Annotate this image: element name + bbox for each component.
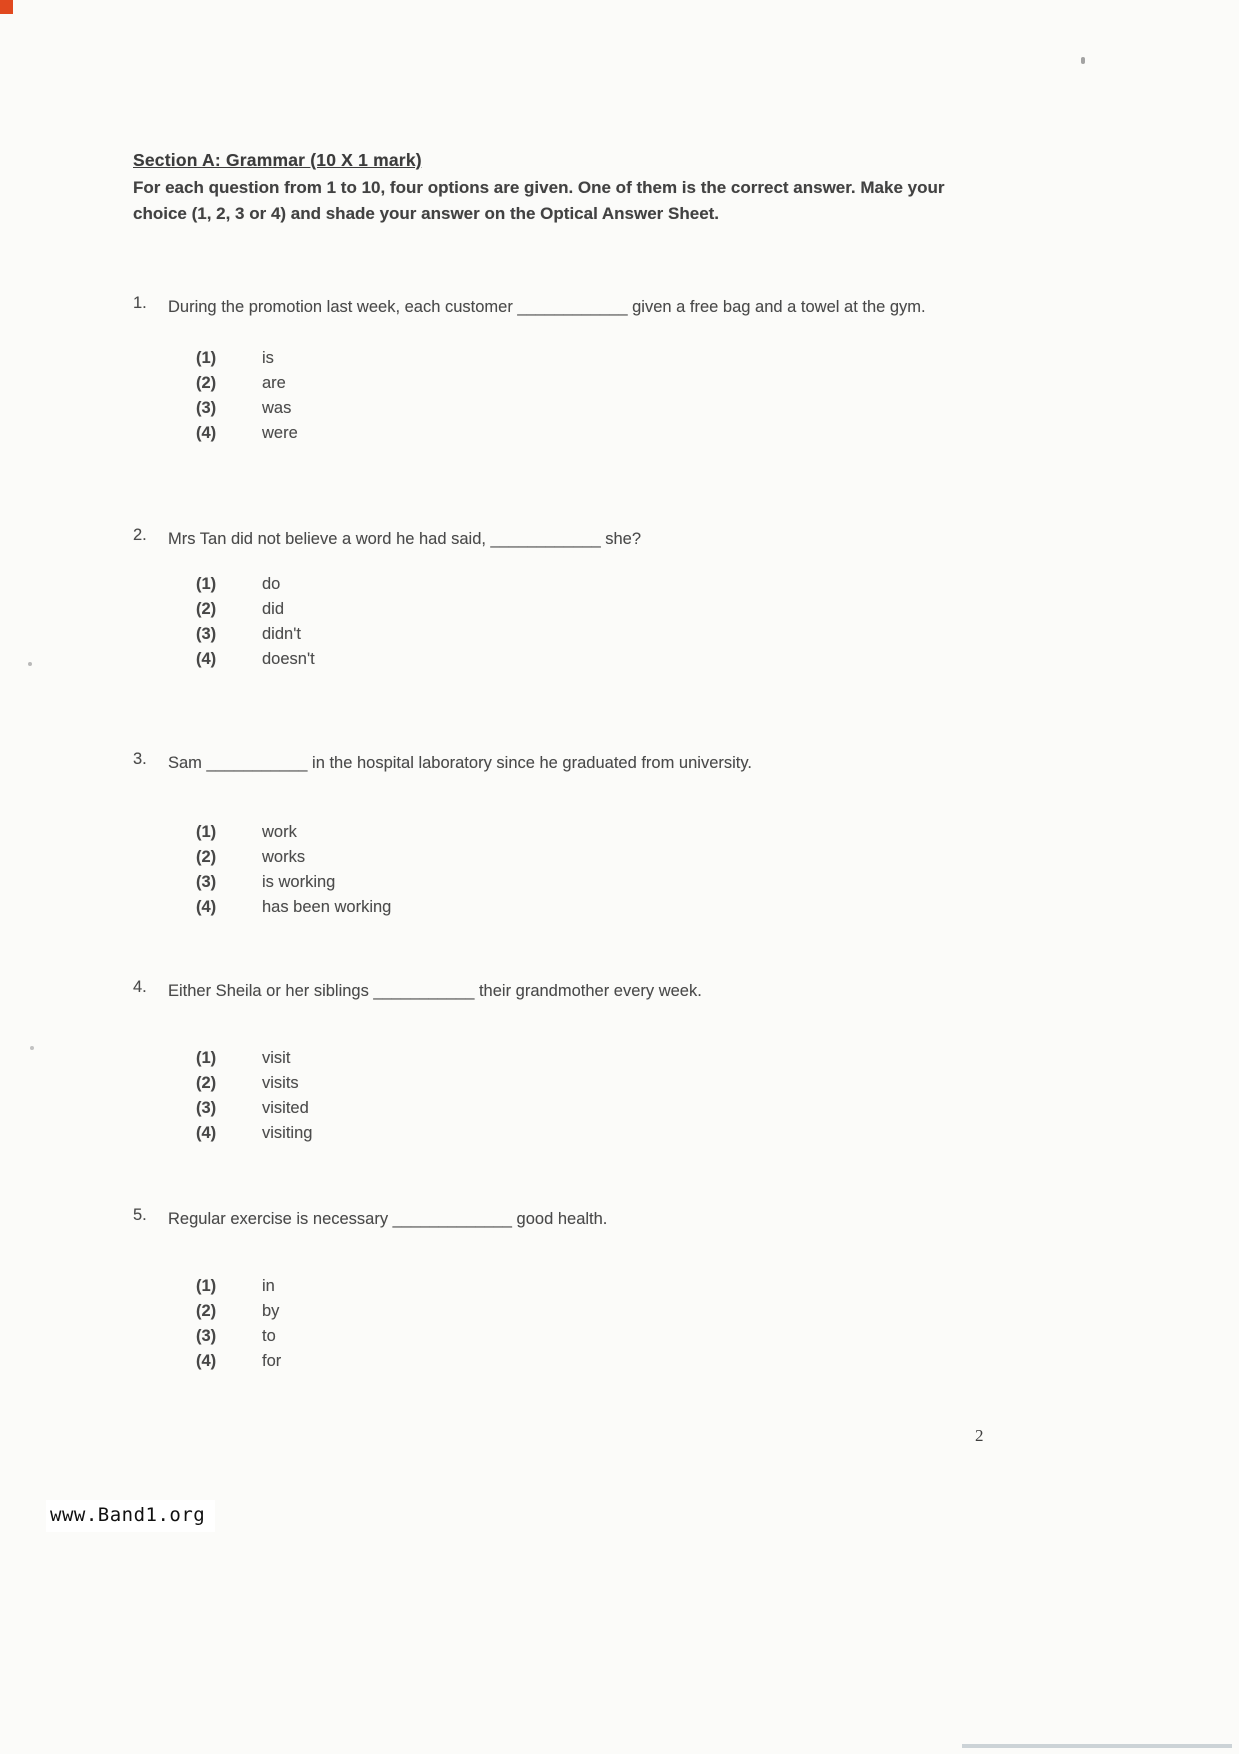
option-text: was [262, 399, 292, 417]
options-list [196, 346, 993, 446]
scan-speck-left [30, 1046, 34, 1050]
option-row [196, 1096, 993, 1121]
question-text: Mrs Tan did not believe a word he had said, ____________ she? [168, 530, 642, 548]
option-row [196, 371, 993, 396]
option-row [196, 1299, 993, 1324]
scan-speck-left [28, 662, 32, 666]
option-row [196, 1324, 993, 1349]
option-row [196, 597, 993, 622]
option-text: visited [262, 1099, 309, 1117]
option-label: (1) [196, 1277, 217, 1295]
option-label: (4) [196, 898, 217, 916]
option-row [196, 346, 993, 371]
question-2 [133, 526, 993, 672]
option-text: are [262, 374, 286, 392]
section-header [133, 150, 953, 227]
option-text: do [262, 575, 281, 593]
question-text: During the promotion last week, each customer ____________ given a free bag and a towel at the gym. [168, 298, 926, 316]
section-instructions: For each question from 1 to 10, four options are given. One of them is the correct answer. Make your choice (1, 2, 3 or 4) and shade your answer on the Optical Answer Sheet. [133, 178, 945, 223]
option-row [196, 421, 993, 446]
section-title: Section A: Grammar (10 X 1 mark) [133, 150, 422, 170]
option-row [196, 845, 993, 870]
question-4 [133, 978, 993, 1146]
question-number: 5. [133, 1206, 147, 1224]
option-label: (2) [196, 1074, 217, 1092]
option-text: for [262, 1352, 282, 1370]
option-label: (2) [196, 600, 217, 618]
option-text: in [262, 1277, 275, 1295]
option-row [196, 622, 993, 647]
options-list [196, 1274, 993, 1374]
option-row [196, 1121, 993, 1146]
footer-line [962, 1744, 1232, 1748]
option-row [196, 396, 993, 421]
watermark: www.Band1.org [46, 1500, 215, 1532]
option-label: (1) [196, 575, 217, 593]
scan-corner-artifact [0, 0, 13, 14]
options-list [196, 572, 993, 672]
question-text: Either Sheila or her siblings ___________ their grandmother every week. [168, 982, 702, 1000]
option-label: (4) [196, 424, 217, 442]
option-row [196, 870, 993, 895]
option-row [196, 647, 993, 672]
option-text: work [262, 823, 297, 841]
option-text: has been working [262, 898, 392, 916]
option-text: to [262, 1327, 276, 1345]
question-5 [133, 1206, 993, 1374]
question-number: 3. [133, 750, 147, 768]
option-label: (4) [196, 1124, 217, 1142]
option-text: is [262, 349, 274, 367]
option-text: didn't [262, 625, 301, 643]
question-number: 1. [133, 294, 147, 312]
question-text: Regular exercise is necessary _____________ good health. [168, 1210, 608, 1228]
option-label: (2) [196, 848, 217, 866]
option-label: (1) [196, 1049, 217, 1067]
option-label: (4) [196, 1352, 217, 1370]
option-text: doesn't [262, 650, 315, 668]
option-text: visit [262, 1049, 291, 1067]
options-list [196, 820, 993, 920]
question-number: 2. [133, 526, 147, 544]
option-label: (3) [196, 625, 217, 643]
question-text: Sam ___________ in the hospital laboratory since he graduated from university. [168, 754, 752, 772]
option-label: (3) [196, 1099, 217, 1117]
option-label: (3) [196, 399, 217, 417]
question-1 [133, 294, 993, 446]
option-row [196, 1274, 993, 1299]
option-row [196, 895, 993, 920]
option-text: is working [262, 873, 336, 891]
option-row [196, 820, 993, 845]
option-text: visiting [262, 1124, 313, 1142]
option-label: (1) [196, 823, 217, 841]
option-text: works [262, 848, 306, 866]
option-row [196, 1046, 993, 1071]
option-row [196, 572, 993, 597]
option-text: did [262, 600, 285, 618]
option-row [196, 1071, 993, 1096]
option-text: by [262, 1302, 280, 1320]
option-label: (2) [196, 374, 217, 392]
option-label: (1) [196, 349, 217, 367]
option-text: visits [262, 1074, 299, 1092]
option-row [196, 1349, 993, 1374]
question-number: 4. [133, 978, 147, 996]
option-label: (3) [196, 873, 217, 891]
option-label: (4) [196, 650, 217, 668]
options-list [196, 1046, 993, 1146]
option-label: (3) [196, 1327, 217, 1345]
option-text: were [262, 424, 298, 442]
option-label: (2) [196, 1302, 217, 1320]
page-number: 2 [975, 1426, 984, 1445]
question-3 [133, 750, 993, 920]
scan-speck-top-right [1081, 57, 1085, 64]
